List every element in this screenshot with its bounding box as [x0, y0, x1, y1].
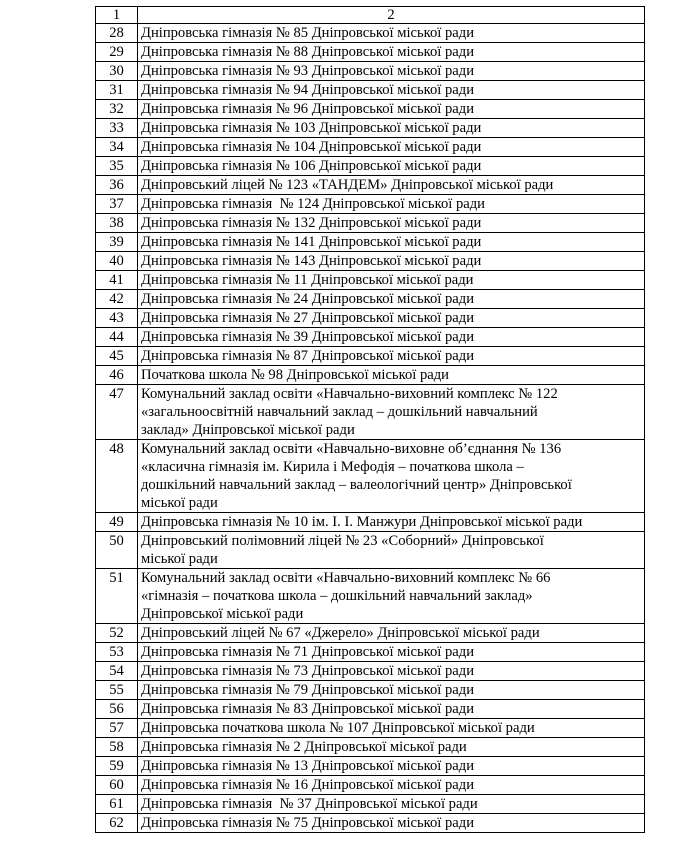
table-row — [96, 776, 645, 795]
row-number: 28 — [96, 24, 138, 43]
row-number: 53 — [96, 643, 138, 662]
school-name: Дніпровська гімназія № 132 Дніпровської міської ради — [138, 214, 645, 233]
school-name: Дніпровська гімназія № 79 Дніпровської міської ради — [138, 681, 645, 700]
row-number: 44 — [96, 328, 138, 347]
table-row — [96, 214, 645, 233]
school-name: Дніпровська гімназія № 37 Дніпровської міської ради — [138, 795, 645, 814]
table-row — [96, 757, 645, 776]
row-number: 31 — [96, 81, 138, 100]
school-name: Дніпровська гімназія № 2 Дніпровської міської ради — [138, 738, 645, 757]
school-name: Дніпровська гімназія № 39 Дніпровської міської ради — [138, 328, 645, 347]
row-number: 33 — [96, 119, 138, 138]
table-row — [96, 513, 645, 532]
row-number: 54 — [96, 662, 138, 681]
school-name: Дніпровська гімназія № 83 Дніпровської міської ради — [138, 700, 645, 719]
table-row — [96, 347, 645, 366]
row-number: 36 — [96, 176, 138, 195]
row-number: 52 — [96, 624, 138, 643]
table-row — [96, 624, 645, 643]
table-row — [96, 719, 645, 738]
table-row — [96, 252, 645, 271]
row-number: 51 — [96, 569, 138, 624]
table-row — [96, 569, 645, 624]
school-name: Дніпровська гімназія № 124 Дніпровської міської ради — [138, 195, 645, 214]
row-number: 40 — [96, 252, 138, 271]
table-row — [96, 700, 645, 719]
table-row — [96, 271, 645, 290]
table-row — [96, 62, 645, 81]
school-name: Дніпровська гімназія № 141 Дніпровської міської ради — [138, 233, 645, 252]
table-row — [96, 738, 645, 757]
table-row — [96, 440, 645, 513]
table-row — [96, 643, 645, 662]
row-number: 56 — [96, 700, 138, 719]
table-row — [96, 662, 645, 681]
school-name: Дніпровська гімназія № 11 Дніпровської міської ради — [138, 271, 645, 290]
row-number: 45 — [96, 347, 138, 366]
column-number-header: 1 — [96, 7, 138, 24]
schools-table — [95, 6, 645, 833]
table-row — [96, 328, 645, 347]
row-number: 43 — [96, 309, 138, 328]
column-name-header: 2 — [138, 7, 645, 24]
school-name: Комунальний заклад освіти «Навчально-виховний комплекс № 66 «гімназія – початкова школа – дошкільний навчальний заклад» Дніпровської міської ради — [138, 569, 645, 624]
row-number: 57 — [96, 719, 138, 738]
school-name: Дніпровська гімназія № 106 Дніпровської міської ради — [138, 157, 645, 176]
table-row — [96, 290, 645, 309]
row-number: 58 — [96, 738, 138, 757]
school-name: Дніпровська гімназія № 88 Дніпровської міської ради — [138, 43, 645, 62]
school-name: Дніпровська початкова школа № 107 Дніпровської міської ради — [138, 719, 645, 738]
row-number: 49 — [96, 513, 138, 532]
school-name: Комунальний заклад освіти «Навчально-виховний комплекс № 122 «загальноосвітній навчальний заклад – дошкільний навчальний заклад» Дніпровської міської ради — [138, 385, 645, 440]
school-name: Дніпровська гімназія № 104 Дніпровської міської ради — [138, 138, 645, 157]
table-row — [96, 385, 645, 440]
school-name: Дніпровський полімовний ліцей № 23 «Соборний» Дніпровської міської ради — [138, 532, 645, 569]
school-name: Дніпровська гімназія № 10 ім. І. І. Манжури Дніпровської міської ради — [138, 513, 645, 532]
school-name: Дніпровська гімназія № 87 Дніпровської міської ради — [138, 347, 645, 366]
school-name: Дніпровська гімназія № 75 Дніпровської міської ради — [138, 814, 645, 833]
row-number: 61 — [96, 795, 138, 814]
table-row — [96, 309, 645, 328]
schools-table-body — [96, 7, 645, 833]
school-name: Дніпровський ліцей № 67 «Джерело» Дніпровської міської ради — [138, 624, 645, 643]
row-number: 48 — [96, 440, 138, 513]
school-name: Дніпровська гімназія № 71 Дніпровської міської ради — [138, 643, 645, 662]
row-number: 39 — [96, 233, 138, 252]
table-row — [96, 195, 645, 214]
row-number: 50 — [96, 532, 138, 569]
school-name: Дніпровська гімназія № 94 Дніпровської міської ради — [138, 81, 645, 100]
table-header-row — [96, 7, 645, 24]
row-number: 29 — [96, 43, 138, 62]
school-name: Дніпровська гімназія № 16 Дніпровської міської ради — [138, 776, 645, 795]
row-number: 41 — [96, 271, 138, 290]
row-number: 59 — [96, 757, 138, 776]
table-row — [96, 176, 645, 195]
row-number: 32 — [96, 100, 138, 119]
table-row — [96, 795, 645, 814]
row-number: 47 — [96, 385, 138, 440]
school-name: Дніпровська гімназія № 73 Дніпровської міської ради — [138, 662, 645, 681]
table-row — [96, 100, 645, 119]
school-name: Дніпровський ліцей № 123 «ТАНДЕМ» Дніпровської міської ради — [138, 176, 645, 195]
table-row — [96, 366, 645, 385]
table-row — [96, 119, 645, 138]
school-name: Дніпровська гімназія № 96 Дніпровської міської ради — [138, 100, 645, 119]
row-number: 46 — [96, 366, 138, 385]
school-name: Початкова школа № 98 Дніпровської міської ради — [138, 366, 645, 385]
school-name: Дніпровська гімназія № 27 Дніпровської міської ради — [138, 309, 645, 328]
school-name: Дніпровська гімназія № 93 Дніпровської міської ради — [138, 62, 645, 81]
row-number: 62 — [96, 814, 138, 833]
table-row — [96, 43, 645, 62]
table-row — [96, 681, 645, 700]
table-row — [96, 532, 645, 569]
school-name: Дніпровська гімназія № 13 Дніпровської міської ради — [138, 757, 645, 776]
row-number: 38 — [96, 214, 138, 233]
table-row — [96, 157, 645, 176]
table-row — [96, 81, 645, 100]
row-number: 30 — [96, 62, 138, 81]
table-row — [96, 24, 645, 43]
school-name: Комунальний заклад освіти «Навчально-виховне об’єднання № 136 «класична гімназія ім. Кирила і Мефодія – початкова школа – дошкільний навчальний заклад – валеологічний центр» Дніпровської міської ради — [138, 440, 645, 513]
row-number: 42 — [96, 290, 138, 309]
school-name: Дніпровська гімназія № 24 Дніпровської міської ради — [138, 290, 645, 309]
row-number: 60 — [96, 776, 138, 795]
school-name: Дніпровська гімназія № 143 Дніпровської міської ради — [138, 252, 645, 271]
row-number: 55 — [96, 681, 138, 700]
school-name: Дніпровська гімназія № 85 Дніпровської міської ради — [138, 24, 645, 43]
school-name: Дніпровська гімназія № 103 Дніпровської міської ради — [138, 119, 645, 138]
row-number: 34 — [96, 138, 138, 157]
table-row — [96, 814, 645, 833]
table-row — [96, 233, 645, 252]
table-row — [96, 138, 645, 157]
row-number: 37 — [96, 195, 138, 214]
row-number: 35 — [96, 157, 138, 176]
